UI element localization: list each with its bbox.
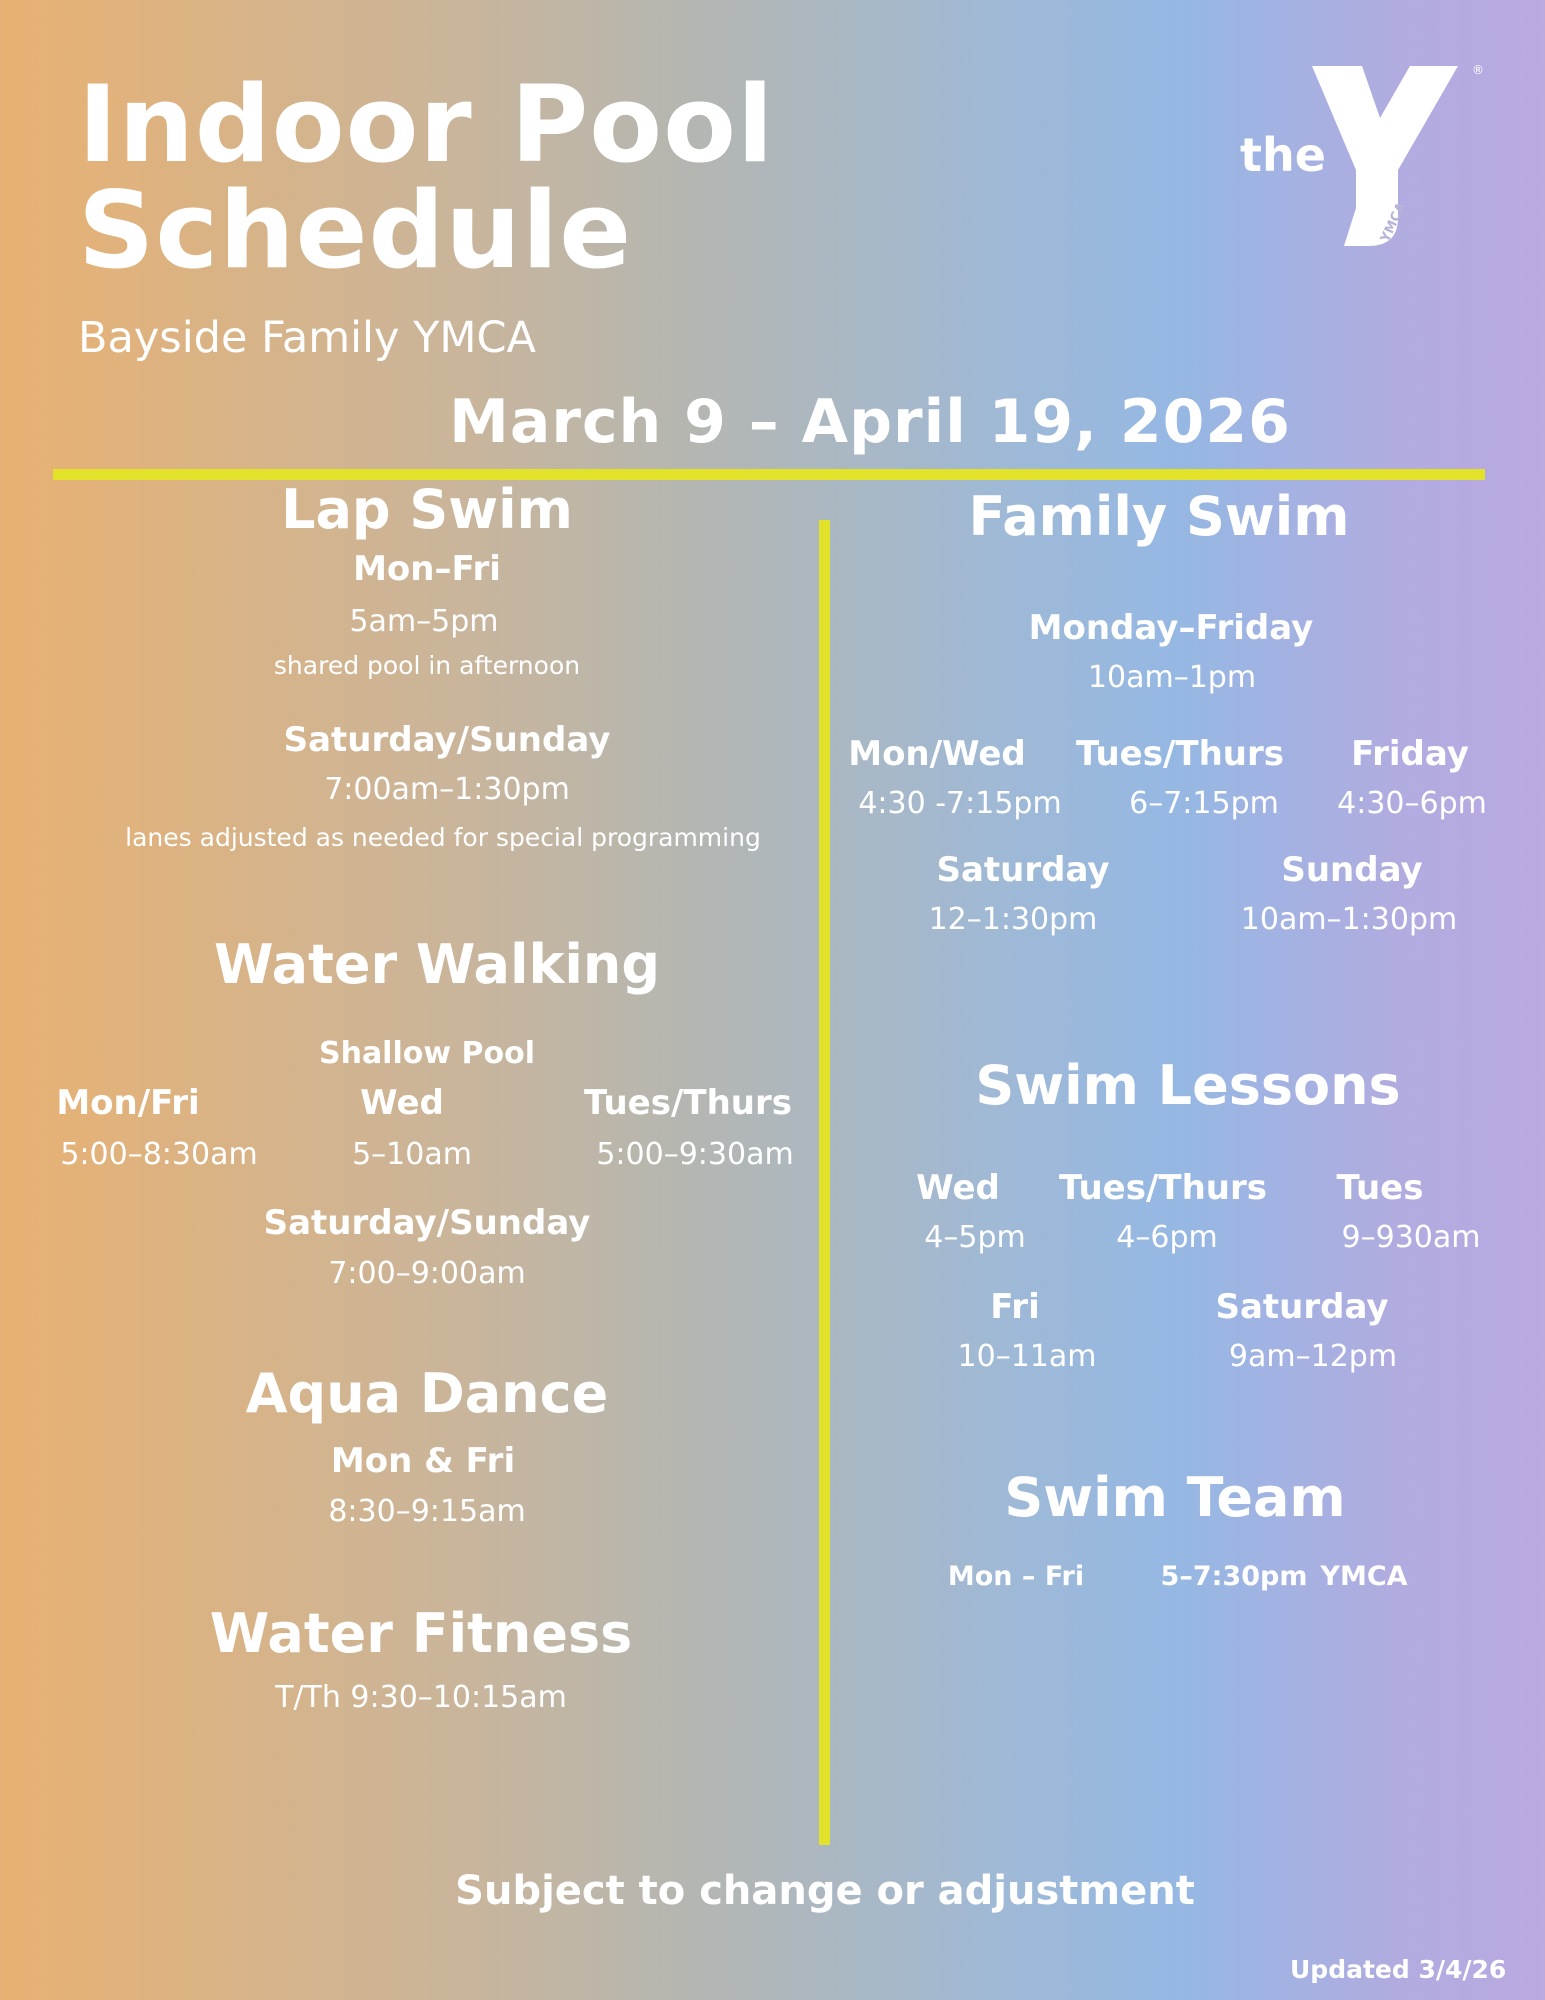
registered-mark: ® [1472, 63, 1484, 77]
lap-swim-weekday-note: shared pool in afternoon [273, 651, 581, 680]
family-swim-col3-time: 4:30–6pm [1337, 786, 1487, 821]
family-swim-weekday-time: 10am–1pm [1087, 660, 1257, 695]
date-range: March 9 – April 19, 2026 [449, 387, 1291, 457]
aqua-dance-title: Aqua Dance [245, 1362, 609, 1425]
water-walking-col1-day: Mon/Fri [56, 1083, 200, 1123]
water-walking-col3-day: Tues/Thurs [584, 1083, 792, 1123]
swim-team-title: Swim Team [1004, 1466, 1346, 1529]
swim-team-days: Mon – Fri [947, 1561, 1085, 1592]
disclaimer-footer: Subject to change or adjustment [455, 1868, 1195, 1914]
title-line-2: Schedule [78, 169, 633, 292]
swim-team-location: YMCA [1320, 1561, 1408, 1592]
swim-lessons-friday-day: Fri [990, 1287, 1040, 1327]
swim-lessons-col3-time: 9–930am [1341, 1220, 1481, 1255]
water-walking-col2-time: 5–10am [352, 1137, 472, 1172]
aqua-dance-days: Mon & Fri [330, 1441, 516, 1481]
water-walking-col1-time: 5:00–8:30am [60, 1137, 258, 1172]
water-walking-location: Shallow Pool [318, 1036, 536, 1071]
swim-lessons-friday-time: 10–11am [957, 1339, 1097, 1374]
swim-team-time: 5–7:30pm [1160, 1561, 1308, 1592]
swim-lessons-col1-time: 4–5pm [924, 1220, 1026, 1255]
swim-lessons-col2-time: 4–6pm [1116, 1220, 1218, 1255]
logo-vertical-text: YMCA [1378, 200, 1410, 245]
family-swim-col3-day: Friday [1351, 734, 1469, 774]
swim-lessons-col1-day: Wed [916, 1168, 1000, 1208]
water-walking-col2-day: Wed [360, 1083, 444, 1123]
family-swim-saturday-time: 12–1:30pm [928, 902, 1098, 937]
lap-swim-weekday-time: 5am–5pm [349, 604, 499, 639]
lap-swim-title: Lap Swim [281, 478, 573, 541]
family-swim-col2-time: 6–7:15pm [1129, 786, 1279, 821]
title-line-1: Indoor Pool [78, 63, 775, 186]
swim-lessons-title: Swim Lessons [975, 1054, 1401, 1117]
lap-swim-weekend-time: 7:00am–1:30pm [324, 772, 570, 807]
water-walking-col3-time: 5:00–9:30am [596, 1137, 794, 1172]
swim-lessons-col3-day: Tues [1336, 1168, 1424, 1208]
family-swim-col1-time: 4:30 -7:15pm [858, 786, 1062, 821]
family-swim-col2-day: Tues/Thurs [1076, 734, 1284, 774]
family-swim-title: Family Swim [968, 485, 1350, 548]
ymca-y-mark-icon [1312, 66, 1458, 246]
vertical-divider [819, 520, 830, 1845]
family-swim-saturday-label: Saturday [936, 850, 1110, 890]
water-fitness-title: Water Fitness [209, 1602, 633, 1665]
ymca-logo [1240, 58, 1495, 253]
swim-lessons-saturday-day: Saturday [1215, 1287, 1389, 1327]
lap-swim-weekend-label: Saturday/Sunday [283, 720, 611, 760]
lap-swim-weekday-label: Mon–Fri [353, 549, 501, 589]
aqua-dance-time: 8:30–9:15am [328, 1494, 526, 1529]
family-swim-sunday-label: Sunday [1281, 850, 1423, 890]
family-swim-sunday-time: 10am–1:30pm [1240, 902, 1458, 937]
location-subtitle: Bayside Family YMCA [78, 313, 536, 363]
water-fitness-schedule: T/Th 9:30–10:15am [275, 1680, 567, 1715]
lap-swim-weekend-note: lanes adjusted as needed for special programming [125, 823, 761, 852]
swim-lessons-col2-day: Tues/Thurs [1059, 1168, 1267, 1208]
updated-date: Updated 3/4/26 [1290, 1955, 1507, 1984]
swim-lessons-saturday-time: 9am–12pm [1228, 1339, 1398, 1374]
family-swim-weekday-label: Monday–Friday [1028, 608, 1314, 648]
logo-wordmark: the [1240, 128, 1326, 182]
page-title [78, 63, 775, 292]
water-walking-weekend-label: Saturday/Sunday [263, 1203, 591, 1243]
horizontal-divider [53, 469, 1485, 480]
water-walking-weekend-time: 7:00–9:00am [328, 1256, 526, 1291]
water-walking-title: Water Walking [213, 933, 661, 996]
family-swim-col1-day: Mon/Wed [848, 734, 1026, 774]
